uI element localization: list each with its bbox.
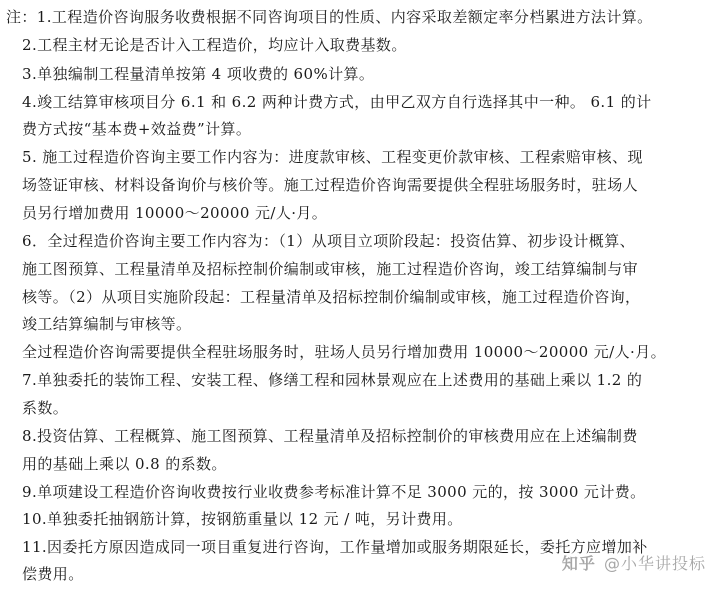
note-line: 5. 施工过程造价咨询主要工作内容为：进度款审核、工程变更价款审核、工程索赔审核、现 [22,148,643,166]
zhihu-logo: 知乎 [561,554,596,573]
note-line: 全过程造价咨询需要提供全程驻场服务时，驻场人员另行增加费用 10000～20000 元/人·月。 [22,343,666,361]
note-line: 用的基础上乘以 0.8 的系数。 [22,455,227,473]
note-line: 3.单独编制工程量清单按第 4 项收费的 60%计算。 [22,65,375,83]
note-line: 8.投资估算、工程概算、施工图预算、工程量清单及招标控制价的审核费用应在上述编制费 [22,427,638,445]
note-line: 9.单项建设工程造价咨询收费按行业收费参考标准计算不足 3000 元的，按 3000 元计费。 [22,483,646,501]
note-line: 竣工结算编制与审核等。 [22,315,192,333]
note-line: 场签证审核、材料设备询价与核价等。施工过程造价咨询需要提供全程驻场服务时，驻场人 [22,176,639,194]
note-line: 10.单独委托抽钢筋计算，按钢筋重量以 12 元 / 吨，另计费用。 [22,510,463,528]
note-line: 系数。 [22,399,69,417]
note-line: 注：1.工程造价咨询服务收费根据不同咨询项目的性质、内容采取差额定率分档累进方法计算。 [6,8,653,26]
note-line: 费方式按“基本费+效益费”计算。 [22,120,252,138]
note-line: 11.因委托方原因造成同一项目重复进行咨询，工作量增加或服务期限延长，委托方应增加补 [22,538,648,556]
watermark-author: @小华讲投标 [603,554,706,573]
note-line: 2.工程主材无论是否计入工程造价，均应计入取费基数。 [22,36,407,54]
note-line: 员另行增加费用 10000～20000 元/人·月。 [22,204,328,222]
note-line: 施工图预算、工程量清单及招标控制价编制或审核，施工过程造价咨询，竣工结算编制与审 [22,260,639,278]
note-line: 偿费用。 [22,565,84,583]
note-line: 6．全过程造价咨询主要工作内容为：（1）从项目立项阶段起：投资估算、初步设计概算、 [22,232,635,250]
note-line: 核等。（2）从项目实施阶段起：工程量清单及招标控制价编制或审核，施工过程造价咨询， [22,288,641,306]
note-line: 7.单独委托的装饰工程、安装工程、修缮工程和园林景观应在上述费用的基础上乘以 1.2 的 [22,371,643,389]
zhihu-watermark [562,552,706,576]
note-line: 4.竣工结算审核项目分 6.1 和 6.2 两种计费方式，由甲乙双方自行选择其中一种。 6.1 的计 [22,93,652,111]
